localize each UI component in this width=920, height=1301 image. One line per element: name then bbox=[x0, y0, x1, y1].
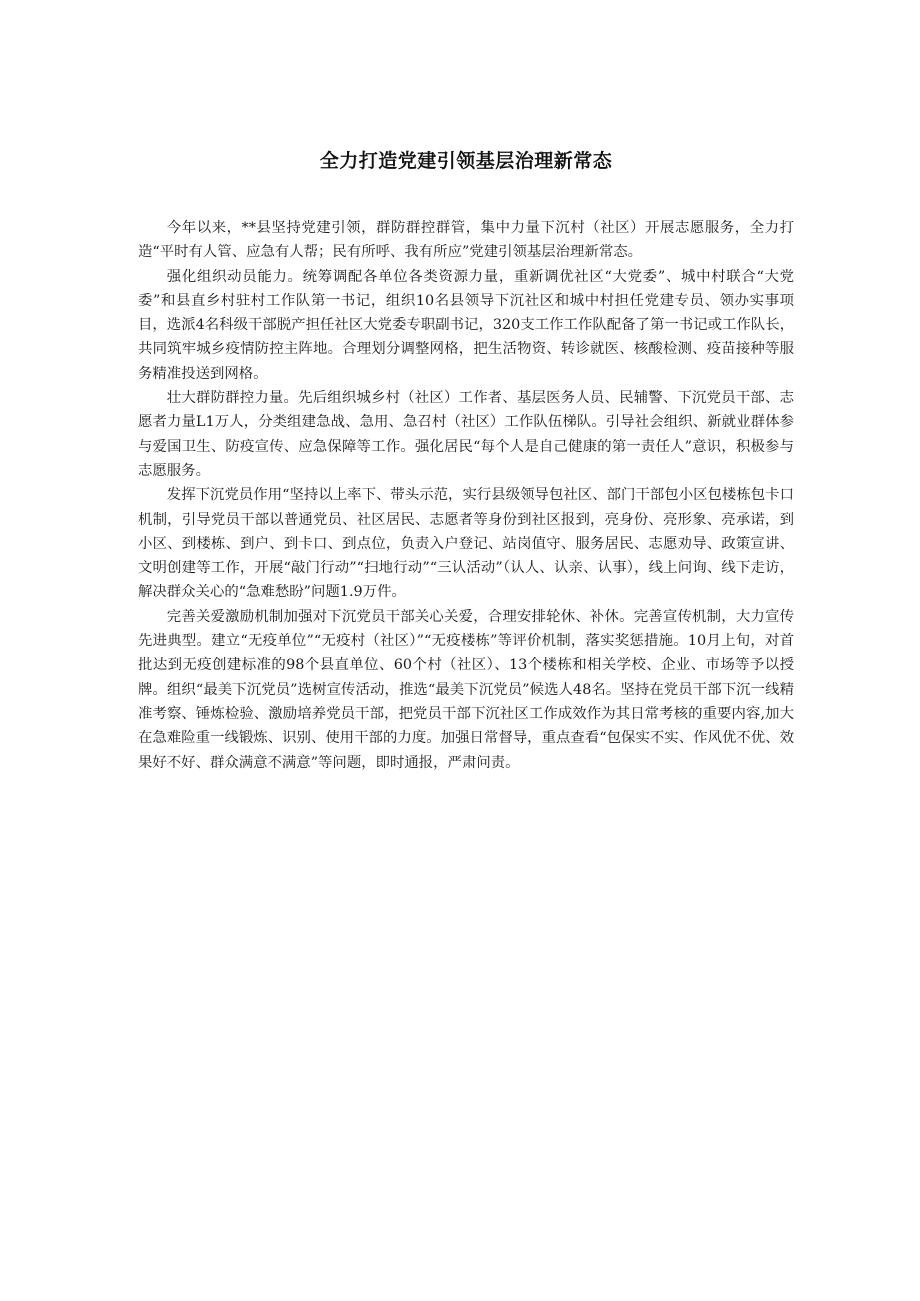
paragraph-party-member-role: 发挥下沉党员作用“坚持以上率下、带头示范，实行县级领导包社区、部门干部包小区包楼栋包卡口机制，引导党员干部以普通党员、社区居民、志愿者等身份到社区报到，亮身份、亮形象、亮承诺，到小区、到楼栋、到户、到卡口、到点位，负责入户登记、站岗值守、服务居民、志愿劝导、政策宣讲、文明创建等工作，开展“敲门行动”“扫地行动”“三认活动”（认人、认亲、认事），线上问询、线下走访，解决群众关心的“急难愁盼”问题1.9万件。 bbox=[138, 487, 794, 601]
intro-paragraph: 今年以来，**县坚持党建引领，群防群控群管，集中力量下沉村（社区）开展志愿服务，全力打造“平时有人管、应急有人帮；民有所呼、我有所应”党建引领基层治理新常态。 bbox=[138, 220, 794, 261]
paragraph-organization-mobilization: 强化组织动员能力。统筹调配各单位各类资源力量，重新调优社区“大党委”、城中村联合“大党委”和县直乡村驻村工作队第一书记，组织10名县领导下沉社区和城中村担任党建专员、领办实事项目，选派4名科级干部脱产担任社区大党委专职副书记，320支工作工作队配备了第一书记或工作队长，共同筑牢城乡疫情防控主阵地。合理划分调整网格，把生活物资、转诊就医、核酸检测、疫苗接种等服务精准投送到网格。 bbox=[138, 268, 794, 382]
document-title: 全力打造党建引领基层治理新常态 bbox=[319, 150, 613, 172]
paragraph-prevention-force: 壮大群防群控力量。先后组织城乡村（社区）工作者、基层医务人员、民辅警、下沉党员干部、志愿者力量L1万人，分类组建急战、急用、急召村（社区）工作队伍梯队。引导社会组织、新就业群体参与爱国卫生、防疫宣传、应急保障等工作。强化居民“每个人是自己健康的第一责任人”意识，积极参与志愿服务。 bbox=[138, 390, 794, 479]
document-body bbox=[138, 216, 794, 775]
paragraph-incentive-mechanism: 完善关爱激励机制加强对下沉党员干部关心关爱，合理安排轮休、补休。完善宣传机制，大力宣传先进典型。建立“无疫单位”“无疫村（社区）”“无疫楼栋”等评价机制，落实奖惩措施。10月上旬，对首批达到无疫创建标准的98个县直单位、60个村（社区）、13个楼栋和相关学校、企业、市场等予以授牌。组织“最美下沉党员”选树宣传活动，推选“最美下沉党员”候选人48名。坚持在党员干部下沉一线精准考察、锤炼检验、激励培养党员干部，把党员干部下沉社区工作成效作为其日常考核的重要内容,加大在急难险重一线锻炼、识别、使用干部的力度。加强日常督导，重点查看“包保实不实、作风优不优、效果好不好、群众满意不满意”等问题，即时通报，严肃问责。 bbox=[138, 608, 794, 771]
document-page bbox=[138, 146, 794, 775]
